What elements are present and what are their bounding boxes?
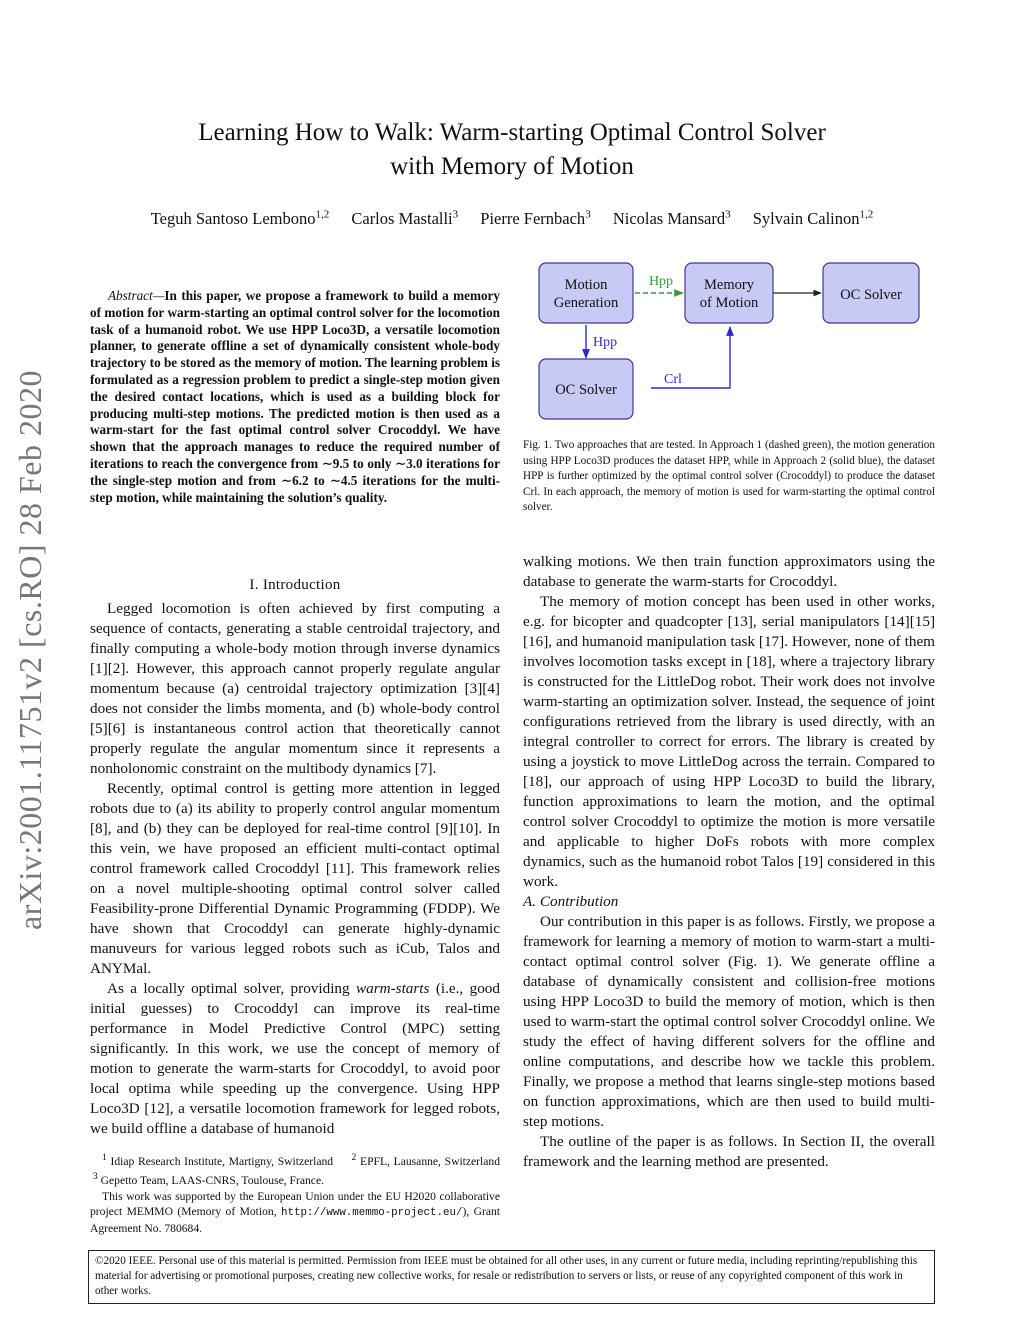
intro-paragraph: As a locally optimal solver, providing warm-starts (i.e., good initial guesses) to Crocoddyl can improve its real-time performance in Model Predictive Control (MPC) setting significantly. In this work, we use the concept of memory of motion to generate the warm-starts for Crocoddyl, to avoid poor local optima while speeding up the convergence. Using HPP Loco3D [12], a versatile locomotion framework for legged robots, we build offline a database of humanoid [90,980,500,1137]
abstract [90,288,500,506]
abstract-text: In this paper, we propose a framework to build a memory of motion for warm-starting an optimal control solver for the locomotion task of a humanoid robot. We use HPP Loco3D, a versatile locomotion planner, to generate offline a set of dynamically consistent whole-body trajectory to be stored as the memory of motion. The learning problem is formulated as a regression problem to predict a single-step motion given the desired contact locations, which is used as a building block for producing multi-step motions. The predicted motion is then used as a warm-start for the fast optimal control solver Crocoddyl. We have shown that the approach manages to reduce the required number of iterations to reach the convergence from ∼9.5 to only ∼3.0 iterations for the single-step motion and from ∼6.2 to ∼4.5 iterations for the multi-step motion, while maintaining the solution’s quality. [90,288,500,505]
intro-paragraph: Legged locomotion is often achieved by first computing a sequence of contacts, generating a stable centroidal trajectory, and finally computing a whole-body motion through inverse dynamics [1][2]. However, this approach cannot properly regulate angular momentum because (a) centroidal trajectory optimization [3][4] does not consider the limbs momenta, and (b) whole-body control [5][6] is instantaneous control action that theoretically cannot properly regulate the angular momentum since it represents a nonholonomic constraint on the multibody dynamics [7]. [90,600,500,777]
author: Sylvain Calinon$^{1,2}$ [752,208,874,228]
node-label: Generation [553,295,619,311]
footnotes [90,1150,500,1237]
arxiv-stamp: arXiv:2001.11751v2 [cs.RO] 28 Feb 2020 [12,370,48,930]
related-work-paragraph: The memory of motion concept has been used in other works, e.g. for bicopter and quadcopter [13], serial manipulators [14][15][16], and humanoid manipulation task [17]. However, none of them involves locomotion tasks except in [18], where a trajectory library is constructed for the LittleDog robot. Their work does not involve warm-starting an optimization solver. Instead, the sequence of joint configurations retrieved from the library is used directly, with an integral controller to correct for errors. The library is created by using a joystick to move LittleDog across the terrain. Compared to [18], our approach of using HPP Loco3D to build the library, function approximations to learn the motion, and the optimal control solver Crocoddyl to optimize the motion is more versatile and applicable to higher DoFs robots with more complex dynamics, such as the humanoid robot Talos [19] considered in this work. [523,593,935,890]
edge-label-hpp-green: Hpp [648,274,674,289]
figure-1-caption: Fig. 1. Two approaches that are tested. In Approach 1 (dashed green), the motion generation using HPP Loco3D produces the dataset HPP, while in Approach 2 (solid blue), the dataset HPP is further optimized by the optimal control solver (Crocoddyl) to produce the dataset Crl. In each approach, the memory of motion is used for warm-starting the optimal control solver. [523,439,935,514]
funding-note: This work was supported by the European Union under the EU H2020 collaborative project MEMMO (Memory of Motion, http://www.memmo-project.eu/), Grant Agreement No. 780684. [90,1189,500,1236]
edge-crl [651,327,730,388]
intro-continuation: walking motions. We then train function approximators using the database to generate the warm-starts for Crocoddyl. [523,553,935,590]
author: Teguh Santoso Lembono$^{1,2}$ [150,208,330,228]
emphasis-warm-starts: warm-starts [356,980,430,997]
figure-1-diagram [523,255,943,425]
left-column [90,575,500,1139]
subsection-heading-contribution: A. Contribution [523,893,619,910]
author: Carlos Mastalli$^3$ [351,208,459,228]
paper-title [0,116,1024,184]
node-label: of Motion [699,295,759,311]
node-memory-of-motion [685,263,773,323]
memmo-url-link[interactable]: http://www.memmo-project.eu/ [281,1206,463,1219]
node-motion-generation [539,263,633,323]
abstract-label: Abstract— [108,288,165,303]
node-label: Memory [704,277,754,293]
author: Pierre Fernbach$^3$ [480,208,591,228]
author: Nicolas Mansard$^3$ [612,208,731,228]
edge-label-hpp-blue: Hpp [593,335,618,350]
node-oc-solver-bottom [539,359,633,419]
contribution-paragraph: Our contribution in this paper is as follows. Firstly, we propose a framework for learning a memory of motion to warm-start a multi-contact optimal control solver (Fig. 1). We generate offline a database of dynamically consistent and collision-free motions using HPP Loco3D to build the memory of motion, which is then used to warm-start the optimal control solver Crocoddyl online. We study the effect of having different solvers for the offline and online computations, and describe how we tackle this problem. Finally, we propose a method that learns single-step motions based on function approximations, which are then used to build multi-step motions. [523,913,935,1130]
node-label: Motion [564,277,608,293]
node-label: OC Solver [555,382,617,398]
title-line-2: with Memory of Motion [390,153,634,180]
author-list [60,208,964,229]
outline-paragraph: The outline of the paper is as follows. In Section II, the overall framework and the learning method are presented. [523,1133,935,1170]
affiliations: $^1$ Idiap Research Institute, Martigny, Switzerland $^2$ EPFL, Lausanne, Switzerland $^3$ Gepetto Team, LAAS-CNRS, Toulouse, France. [92,1152,501,1188]
intro-paragraph: Recently, optimal control is getting more attention in legged robots due to (a) its ability to properly control angular momentum [8], and (b) they can be deployed for real-time control [9][10]. In this vein, we have proposed an efficient multi-contact optimal control framework called Crocoddyl [11]. This framework relies on a novel multiple-shooting optimal control solver called Feasibility-prone Differential Dynamic Programming (FDDP). We have shown that Crocoddyl can generate highly-dynamic manuveurs for various legged robots such as iCub, Talos and ANYMal. [90,780,500,977]
copyright-notice: ©2020 IEEE. Personal use of this material is permitted. Permission from IEEE must be obtained for all other uses, in any current or future media, including reprinting/republishing this material for advertising or promotional purposes, creating new collective works, for resale or redistribution to servers or lists, or reuse of any copyrighted component of this work in other works. [88,1250,935,1304]
title-line-1: Learning How to Walk: Warm-starting Optimal Control Solver [198,119,826,146]
node-label: OC Solver [840,287,902,303]
right-column [523,552,935,1172]
edge-label-crl: Crl [664,372,682,387]
node-oc-solver-right [823,263,919,323]
section-heading-introduction: I. Introduction [249,577,341,593]
